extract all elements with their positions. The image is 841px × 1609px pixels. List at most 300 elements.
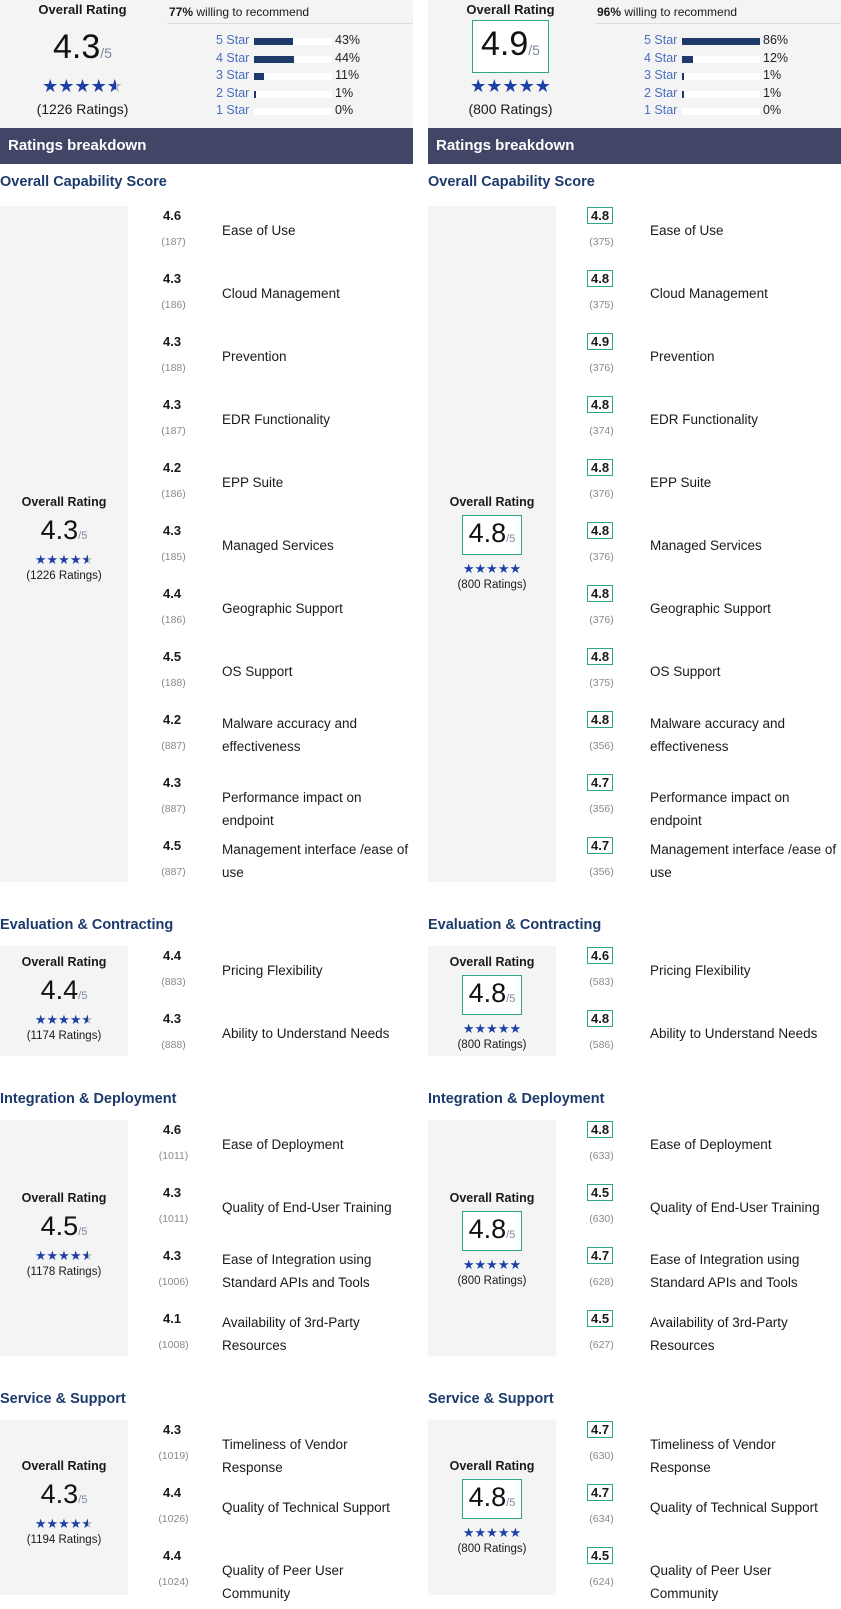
capability-count: (356) xyxy=(589,866,614,878)
distribution-percent: 86% xyxy=(763,33,789,47)
capability-score: 4.9 xyxy=(587,333,613,350)
summary-panel xyxy=(428,0,841,128)
capability-row xyxy=(128,710,413,773)
distribution-row xyxy=(216,68,413,86)
section-overall-rating xyxy=(428,1191,556,1287)
distribution-bar-fill xyxy=(254,56,294,63)
section-rating-value xyxy=(428,1479,556,1519)
ratings-breakdown-header: Ratings breakdown xyxy=(428,128,841,164)
section-score: 4.5 xyxy=(40,1211,79,1241)
capability-label: Ease of Use xyxy=(650,223,724,238)
capability-count: (627) xyxy=(589,1339,614,1351)
distribution-star-link[interactable]: 3 Star xyxy=(216,68,250,83)
capability-score: 4.8 xyxy=(587,1010,613,1027)
rating-box xyxy=(462,1211,523,1251)
distribution-percent: 0% xyxy=(763,103,782,118)
capability-count: (375) xyxy=(589,299,614,311)
capability-row xyxy=(128,1183,413,1246)
distribution-bar-track xyxy=(254,38,332,45)
distribution-row xyxy=(644,86,841,104)
capability-label: Prevention xyxy=(650,349,715,364)
capability-count: (376) xyxy=(589,551,614,563)
star-icon: ★ xyxy=(46,552,59,567)
distribution-star-link[interactable]: 5 Star xyxy=(216,33,250,47)
star-icon: ★ xyxy=(534,76,551,96)
star-icon: ★ xyxy=(69,552,82,567)
section-score: 4.8 xyxy=(468,1214,507,1244)
capability-count: (628) xyxy=(589,1276,614,1288)
distribution-star-link[interactable]: 1 Star xyxy=(644,103,678,118)
capability-score: 4.3 xyxy=(163,1011,182,1026)
capability-label: Quality of End-User Training xyxy=(650,1200,820,1215)
capability-score: 4.5 xyxy=(587,1310,613,1327)
section-rating-value xyxy=(428,975,556,1015)
star-icon: ★ xyxy=(34,1516,47,1531)
capability-row xyxy=(128,1246,413,1309)
section-overall-panel xyxy=(428,1420,556,1595)
star-icon: ★ xyxy=(34,1248,47,1263)
distribution-percent: 43% xyxy=(335,33,361,47)
capability-score: 4.2 xyxy=(163,460,182,475)
capability-row xyxy=(556,458,841,521)
star-icon: ★ xyxy=(58,1012,70,1027)
distribution-bar-track xyxy=(682,91,760,98)
star-icon: ★ xyxy=(497,1021,510,1036)
section-overall-panel xyxy=(0,946,128,1056)
capability-count: (1008) xyxy=(158,1339,189,1351)
rating-box xyxy=(40,1479,88,1509)
capability-label: EDR Functionality xyxy=(222,412,331,427)
star-icon: ★ ★ xyxy=(81,1516,93,1532)
star-icon: ★ xyxy=(42,76,59,96)
capability-score: 4.6 xyxy=(163,1122,182,1137)
out-of-five: /5 xyxy=(78,1494,88,1506)
star-icon: ★ xyxy=(462,561,475,576)
out-of-five: /5 xyxy=(78,1226,88,1238)
section-score: 4.4 xyxy=(40,975,79,1005)
capability-count: (188) xyxy=(161,677,186,689)
capability-score: 4.3 xyxy=(163,523,182,538)
capability-score: 4.8 xyxy=(587,207,613,224)
capability-row xyxy=(556,836,841,899)
section-ratings-count: (1226 Ratings) xyxy=(26,570,102,582)
star-icon: ★ xyxy=(497,1525,510,1540)
distribution-percent: 1% xyxy=(763,85,782,100)
capability-count: (186) xyxy=(161,299,186,311)
capability-label: Malware accuracy and effectiveness xyxy=(650,716,786,754)
out-of-five: /5 xyxy=(506,993,516,1005)
distribution-row xyxy=(644,33,841,51)
capability-label: OS Support xyxy=(222,664,293,679)
star-icon: ★ xyxy=(486,561,498,576)
capability-score: 4.3 xyxy=(163,334,182,349)
overall-score: 4.3 xyxy=(53,28,101,66)
capability-label: Managed Services xyxy=(222,538,334,553)
distribution-bar-track xyxy=(254,73,332,80)
star-icon: ★ xyxy=(46,1248,59,1263)
capability-label: Cloud Management xyxy=(650,286,768,301)
section-stars xyxy=(0,1012,128,1028)
recommend-percent: 77% xyxy=(169,5,194,19)
capability-count: (186) xyxy=(161,488,186,500)
capability-label: Pricing Flexibility xyxy=(650,963,751,978)
star-icon: ★ xyxy=(470,76,487,96)
product-column xyxy=(428,0,841,1601)
capability-label: Quality of Peer User Community xyxy=(650,1563,772,1601)
section-overall-rating xyxy=(428,955,556,1051)
capability-label: Performance impact on endpoint xyxy=(222,790,362,828)
section-overall-rating xyxy=(0,1459,128,1546)
section-rating-label: Overall Rating xyxy=(21,1191,107,1205)
section-rating-label: Overall Rating xyxy=(449,1459,535,1473)
capability-label: Availability of 3rd-Party Resources xyxy=(222,1315,360,1353)
capability-row xyxy=(556,269,841,332)
out-of-five: /5 xyxy=(506,533,516,545)
distribution-star-link[interactable]: 4 Star xyxy=(216,50,250,65)
capability-count: (186) xyxy=(161,614,186,626)
distribution-percent: 1% xyxy=(335,85,354,100)
capability-score: 4.4 xyxy=(163,1548,182,1563)
star-icon: ★ xyxy=(74,76,91,96)
distribution-percent: 1% xyxy=(763,68,782,83)
section-overall-panel xyxy=(428,946,556,1056)
distribution-star-link[interactable]: 2 Star xyxy=(216,85,250,100)
star-icon: ★ xyxy=(69,1012,82,1027)
star-icon: ★ xyxy=(486,1021,498,1036)
star-icon: ★ xyxy=(462,1021,475,1036)
capability-score: 4.8 xyxy=(587,522,613,539)
capability-score: 4.8 xyxy=(587,711,613,728)
section-score: 4.8 xyxy=(468,1482,507,1512)
section-score: 4.3 xyxy=(40,1479,79,1509)
star-icon: ★ xyxy=(58,552,70,567)
star-icon: ★ xyxy=(497,1257,510,1272)
section-rating-label: Overall Rating xyxy=(21,495,107,509)
distribution-star-link[interactable]: 3 Star xyxy=(644,68,678,83)
star-icon: ★ xyxy=(518,76,535,96)
capability-label: Quality of Peer User Community xyxy=(222,1563,344,1601)
star-icon: ★ xyxy=(509,1257,522,1272)
distribution-row xyxy=(216,33,413,51)
capability-count: (1019) xyxy=(158,1450,189,1462)
recommend-text: willing to recommend xyxy=(621,5,738,19)
capability-score: 4.8 xyxy=(587,270,613,287)
capability-label: Geographic Support xyxy=(650,601,771,616)
capability-row xyxy=(556,773,841,836)
capability-count: (375) xyxy=(589,236,614,248)
capability-score: 4.3 xyxy=(163,1422,182,1437)
capability-score: 4.7 xyxy=(587,1421,613,1438)
capability-count: (630) xyxy=(589,1213,614,1225)
distribution-row xyxy=(216,86,413,104)
section-ratings-count: (1194 Ratings) xyxy=(26,1534,102,1546)
capability-score: 4.8 xyxy=(587,459,613,476)
distribution-bar-fill xyxy=(254,38,293,45)
section-ratings-count: (800 Ratings) xyxy=(457,579,527,591)
capability-count: (633) xyxy=(589,1150,614,1162)
capability-score: 4.1 xyxy=(163,1311,182,1326)
capability-score: 4.7 xyxy=(587,774,613,791)
ratings-breakdown-header: Ratings breakdown xyxy=(0,128,413,164)
section-stars xyxy=(428,1021,556,1037)
capability-count: (586) xyxy=(589,1039,614,1051)
capability-row xyxy=(128,946,413,1009)
capability-count: (634) xyxy=(589,1513,614,1525)
section-stars xyxy=(0,1248,128,1264)
capability-label: Timeliness of Vendor Response xyxy=(222,1437,348,1475)
section-rating-label: Overall Rating xyxy=(449,955,535,969)
distribution-percent: 11% xyxy=(335,68,360,83)
summary-panel xyxy=(0,0,413,128)
section-title: Service & Support xyxy=(428,1391,554,1407)
overall-rating-value xyxy=(0,28,165,67)
distribution-row xyxy=(644,103,841,121)
section-score: 4.8 xyxy=(468,978,507,1008)
section-rating-label: Overall Rating xyxy=(21,955,107,969)
recommend-text: willing to recommend xyxy=(193,5,310,19)
section-overall-panel xyxy=(0,206,128,882)
capability-row xyxy=(556,1183,841,1246)
capability-count: (374) xyxy=(589,425,614,437)
distribution-percent: 0% xyxy=(335,103,354,118)
section-title: Integration & Deployment xyxy=(428,1091,605,1107)
capability-count: (887) xyxy=(161,866,186,878)
overall-rating-label: Overall Rating xyxy=(38,2,127,17)
rating-box xyxy=(40,1211,88,1241)
capability-score: 4.5 xyxy=(587,1547,613,1564)
capability-label: Management interface /ease of use xyxy=(650,842,837,880)
capability-row xyxy=(556,1246,841,1309)
section-stars xyxy=(428,1257,556,1273)
capability-score: 4.3 xyxy=(163,775,182,790)
distribution-bar-track xyxy=(254,108,332,115)
star-icon: ★ xyxy=(497,561,510,576)
star-icon: ★ xyxy=(474,1525,487,1540)
distribution-bar-fill xyxy=(254,73,264,80)
distribution-row xyxy=(644,68,841,86)
distribution-percent: 12% xyxy=(763,50,789,65)
capability-count: (356) xyxy=(589,803,614,815)
rating-box xyxy=(53,28,112,66)
section-stars xyxy=(0,552,128,568)
capability-count: (1011) xyxy=(158,1213,189,1225)
capability-label: Ease of Deployment xyxy=(650,1137,772,1152)
capability-row xyxy=(556,1009,841,1072)
star-icon: ★ xyxy=(462,1257,475,1272)
section-stars xyxy=(428,1525,556,1541)
capability-row xyxy=(128,836,413,899)
star-icon: ★ xyxy=(509,1021,522,1036)
capability-count: (1024) xyxy=(158,1576,189,1588)
section-overall-panel xyxy=(0,1120,128,1356)
capability-count: (887) xyxy=(161,803,186,815)
capability-row xyxy=(128,206,413,269)
capability-score: 4.6 xyxy=(163,208,182,223)
capability-row xyxy=(128,521,413,584)
distribution-star-link[interactable]: 5 Star xyxy=(644,33,678,47)
out-of-five: /5 xyxy=(506,1497,516,1509)
capability-count: (583) xyxy=(589,976,614,988)
capability-score: 4.3 xyxy=(163,397,182,412)
section-score: 4.8 xyxy=(468,518,507,548)
section-rating-value xyxy=(0,1479,128,1510)
capability-count: (888) xyxy=(161,1039,186,1051)
distribution-bar-fill xyxy=(682,56,693,63)
capability-label: EPP Suite xyxy=(222,475,284,490)
section-title: Integration & Deployment xyxy=(0,1091,177,1107)
capability-count: (887) xyxy=(161,740,186,752)
capability-label: OS Support xyxy=(650,664,721,679)
capability-count: (376) xyxy=(589,488,614,500)
capability-score: 4.6 xyxy=(587,947,613,964)
capability-count: (624) xyxy=(589,1576,614,1588)
star-icon: ★ xyxy=(509,1525,522,1540)
product-column xyxy=(0,0,413,1601)
capability-count: (376) xyxy=(589,362,614,374)
section-rating-label: Overall Rating xyxy=(449,495,535,509)
capability-count: (630) xyxy=(589,1450,614,1462)
capability-row xyxy=(556,710,841,773)
capability-count: (356) xyxy=(589,740,614,752)
rating-box xyxy=(462,1479,523,1519)
capability-row xyxy=(556,395,841,458)
capability-row xyxy=(128,269,413,332)
capability-count: (376) xyxy=(589,614,614,626)
capability-row xyxy=(128,1009,413,1072)
distribution-star-link[interactable]: 2 Star xyxy=(644,85,678,100)
star-icon: ★ xyxy=(69,1248,82,1263)
section-ratings-count: (1178 Ratings) xyxy=(26,1266,102,1278)
out-of-five: /5 xyxy=(78,990,88,1002)
star-icon: ★ xyxy=(69,1516,82,1531)
capability-row xyxy=(128,395,413,458)
overall-ratings-count: (800 Ratings) xyxy=(468,101,553,117)
capability-row xyxy=(128,647,413,710)
section-score: 4.3 xyxy=(40,515,79,545)
distribution-bar-track xyxy=(254,91,332,98)
out-of-five: /5 xyxy=(100,45,112,61)
section-rating-label: Overall Rating xyxy=(21,1459,107,1473)
capability-label: Pricing Flexibility xyxy=(222,963,323,978)
star-icon: ★ xyxy=(58,1516,70,1531)
capability-count: (883) xyxy=(161,976,186,988)
distribution-bar-track xyxy=(682,108,760,115)
overall-summary xyxy=(428,0,593,128)
capability-label: Ease of Deployment xyxy=(222,1137,344,1152)
star-icon: ★ xyxy=(474,1257,487,1272)
distribution-bar-track xyxy=(682,73,760,80)
capability-score: 4.4 xyxy=(163,948,182,963)
section-rating-value xyxy=(428,515,556,555)
capability-label: Management interface /ease of use xyxy=(222,842,409,880)
recommend-percent: 96% xyxy=(597,5,622,19)
capability-label: Quality of End-User Training xyxy=(222,1200,392,1215)
overall-rating-label: Overall Rating xyxy=(466,2,555,17)
star-icon: ★ xyxy=(502,76,519,96)
out-of-five: /5 xyxy=(528,42,540,58)
distribution-bar-track xyxy=(682,38,760,45)
capability-row xyxy=(556,1420,841,1483)
capability-label: Timeliness of Vendor Response xyxy=(650,1437,776,1475)
distribution-star-link[interactable]: 1 Star xyxy=(216,103,250,118)
section-overall-panel xyxy=(0,1420,128,1595)
star-icon: ★ xyxy=(58,76,75,96)
distribution-row xyxy=(216,51,413,69)
capability-label: Ease of Use xyxy=(222,223,296,238)
capability-row xyxy=(556,1120,841,1183)
capability-score: 4.7 xyxy=(587,837,613,854)
capability-row xyxy=(556,1309,841,1372)
star-icon: ★ xyxy=(34,552,47,567)
recommend-stat xyxy=(167,0,413,24)
star-icon: ★ xyxy=(509,561,522,576)
distribution-bar-fill xyxy=(254,91,256,98)
star-icon: ★ xyxy=(474,561,487,576)
capability-count: (1026) xyxy=(158,1513,189,1525)
star-icon: ★ xyxy=(58,1248,70,1263)
capability-row xyxy=(128,1546,413,1609)
capability-label: Ability to Understand Needs xyxy=(222,1026,390,1041)
capability-label: Prevention xyxy=(222,349,287,364)
distribution-bar-track xyxy=(254,56,332,63)
capability-label: Performance impact on endpoint xyxy=(650,790,790,828)
capability-score: 4.8 xyxy=(587,585,613,602)
section-overall-rating xyxy=(0,955,128,1042)
section-stars xyxy=(428,561,556,577)
capability-score: 4.8 xyxy=(587,396,613,413)
rating-box xyxy=(472,20,549,73)
overall-rating-value xyxy=(428,20,593,73)
capability-row xyxy=(128,332,413,395)
capability-count: (375) xyxy=(589,677,614,689)
capability-row xyxy=(556,946,841,1009)
capability-row xyxy=(128,458,413,521)
star-icon: ★ ★ xyxy=(81,552,93,568)
capability-count: (1006) xyxy=(158,1276,189,1288)
section-rating-value xyxy=(0,515,128,546)
capability-row xyxy=(556,1483,841,1546)
section-rating-value xyxy=(0,975,128,1006)
capability-row xyxy=(556,521,841,584)
distribution-bar-track xyxy=(682,56,760,63)
distribution-percent: 44% xyxy=(335,50,361,65)
capability-score: 4.3 xyxy=(163,271,182,286)
capability-count: (1011) xyxy=(158,1150,189,1162)
section-title: Overall Capability Score xyxy=(0,174,167,190)
capability-score: 4.4 xyxy=(163,586,182,601)
capability-score: 4.3 xyxy=(163,1185,182,1200)
section-ratings-count: (800 Ratings) xyxy=(457,1039,527,1051)
section-title: Evaluation & Contracting xyxy=(428,917,602,933)
capability-row xyxy=(128,1120,413,1183)
section-overall-rating xyxy=(0,495,128,582)
capability-score: 4.5 xyxy=(587,1184,613,1201)
capability-count: (188) xyxy=(161,362,186,374)
capability-score: 4.7 xyxy=(587,1247,613,1264)
distribution-bar-fill xyxy=(682,73,684,80)
capability-count: (187) xyxy=(161,425,186,437)
out-of-five: /5 xyxy=(506,1229,516,1241)
capability-score: 4.3 xyxy=(163,1248,182,1263)
section-overall-rating xyxy=(428,1459,556,1555)
capability-score: 4.4 xyxy=(163,1485,182,1500)
capability-score: 4.8 xyxy=(587,1121,613,1138)
capability-row xyxy=(128,584,413,647)
distribution-star-link[interactable]: 4 Star xyxy=(644,50,678,65)
overall-summary xyxy=(0,0,165,128)
section-title: Evaluation & Contracting xyxy=(0,917,174,933)
rating-box xyxy=(40,975,88,1005)
